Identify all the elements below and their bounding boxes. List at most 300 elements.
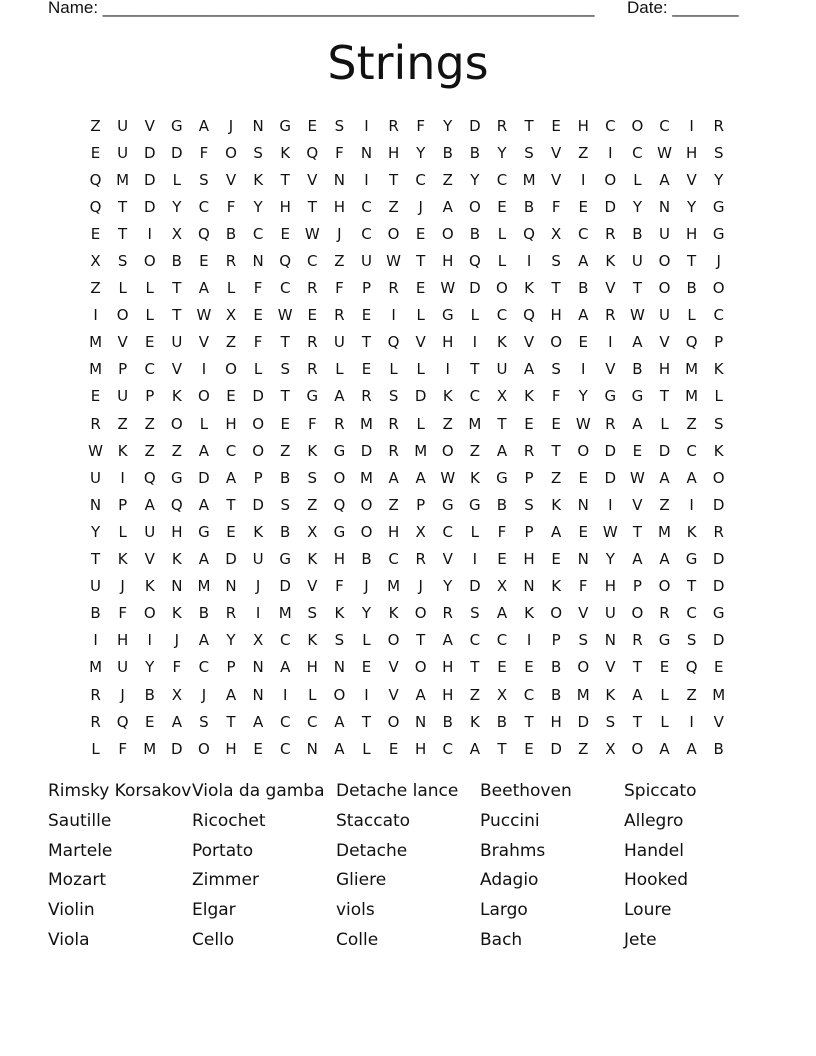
grid-letter[interactable]: E <box>497 197 507 216</box>
grid-letter[interactable]: F <box>118 604 127 623</box>
grid-letter[interactable]: D <box>414 387 427 406</box>
grid-letter[interactable]: V <box>144 116 155 135</box>
grid-letter[interactable]: X <box>605 739 616 758</box>
grid-letter[interactable]: R <box>605 224 616 243</box>
grid-letter[interactable]: P <box>714 333 724 352</box>
grid-letter[interactable]: Z <box>280 441 291 460</box>
grid-letter[interactable]: R <box>90 685 101 704</box>
grid-letter[interactable]: H <box>171 522 183 541</box>
grid-letter[interactable]: I <box>282 685 288 704</box>
grid-letter[interactable]: R <box>388 279 399 298</box>
grid-letter[interactable]: B <box>523 197 535 216</box>
grid-letter[interactable]: N <box>333 658 345 677</box>
grid-letter[interactable]: V <box>659 333 670 352</box>
grid-letter[interactable]: T <box>172 306 182 325</box>
grid-letter[interactable]: T <box>172 279 182 298</box>
grid-letter[interactable]: U <box>631 252 643 271</box>
grid-letter[interactable]: T <box>497 414 507 433</box>
grid-letter[interactable]: K <box>605 252 616 271</box>
grid-letter[interactable]: E <box>199 252 209 271</box>
grid-letter[interactable]: O <box>550 604 563 623</box>
grid-letter[interactable]: G <box>658 631 671 650</box>
grid-letter[interactable]: A <box>496 441 508 460</box>
grid-letter[interactable]: C <box>605 116 616 135</box>
grid-letter[interactable]: U <box>117 387 129 406</box>
grid-letter[interactable]: Z <box>144 414 155 433</box>
grid-letter[interactable]: G <box>469 495 481 514</box>
grid-letter[interactable]: L <box>416 414 425 433</box>
grid-letter[interactable]: A <box>632 550 643 569</box>
grid-letter[interactable]: U <box>171 333 183 352</box>
grid-letter[interactable]: B <box>225 224 237 243</box>
grid-letter[interactable]: T <box>687 577 697 596</box>
grid-letter[interactable]: O <box>468 197 481 216</box>
grid-letter[interactable]: Z <box>578 739 589 758</box>
grid-letter[interactable]: P <box>118 360 128 379</box>
grid-letter[interactable]: A <box>334 712 345 731</box>
grid-letter[interactable]: K <box>713 360 724 379</box>
grid-letter[interactable]: D <box>712 577 725 596</box>
grid-letter[interactable]: Y <box>361 604 372 623</box>
grid-letter[interactable]: D <box>143 197 156 216</box>
grid-letter[interactable]: O <box>252 441 265 460</box>
grid-letter[interactable]: K <box>686 522 697 541</box>
grid-letter[interactable]: O <box>225 143 237 162</box>
grid-letter[interactable]: A <box>659 550 670 569</box>
grid-letter[interactable]: K <box>497 333 507 352</box>
grid-letter[interactable]: S <box>551 360 561 379</box>
grid-letter[interactable]: G <box>631 387 644 406</box>
grid-letter[interactable]: Q <box>279 252 292 271</box>
grid-letter[interactable]: L <box>687 306 696 325</box>
grid-letter[interactable]: N <box>658 197 671 216</box>
grid-letter[interactable]: Y <box>632 197 642 216</box>
grid-letter[interactable]: O <box>577 441 590 460</box>
grid-letter[interactable]: R <box>713 522 724 541</box>
grid-letter[interactable]: C <box>279 739 291 758</box>
grid-letter[interactable]: H <box>333 550 346 569</box>
grid-letter[interactable]: A <box>225 468 237 487</box>
grid-letter[interactable]: L <box>308 685 317 704</box>
grid-letter[interactable]: E <box>253 306 263 325</box>
grid-letter[interactable]: Y <box>90 522 101 541</box>
grid-letter[interactable]: W <box>440 279 456 298</box>
grid-letter[interactable]: U <box>659 306 670 325</box>
grid-letter[interactable]: U <box>90 577 102 596</box>
grid-letter[interactable]: R <box>307 360 318 379</box>
grid-letter[interactable]: A <box>659 739 670 758</box>
grid-letter[interactable]: B <box>550 658 562 677</box>
grid-letter[interactable]: M <box>685 387 699 406</box>
grid-letter[interactable]: G <box>306 387 319 406</box>
grid-letter[interactable]: A <box>198 550 210 569</box>
grid-letter[interactable]: S <box>280 360 290 379</box>
grid-letter[interactable]: F <box>118 739 127 758</box>
grid-letter[interactable]: I <box>608 333 613 352</box>
grid-letter[interactable]: L <box>389 360 398 379</box>
grid-letter[interactable]: O <box>658 252 671 271</box>
grid-letter[interactable]: E <box>226 522 236 541</box>
grid-letter[interactable]: C <box>279 712 291 731</box>
grid-letter[interactable]: E <box>90 387 101 406</box>
grid-letter[interactable]: M <box>116 170 130 189</box>
grid-letter[interactable]: N <box>415 712 427 731</box>
grid-letter[interactable]: K <box>171 604 182 623</box>
grid-letter[interactable]: U <box>604 604 616 623</box>
grid-letter[interactable]: L <box>199 414 209 433</box>
grid-letter[interactable]: C <box>144 360 155 379</box>
grid-letter[interactable]: E <box>659 658 670 677</box>
grid-letter[interactable]: B <box>442 712 453 731</box>
grid-letter[interactable]: K <box>605 685 616 704</box>
grid-letter[interactable]: S <box>524 495 534 514</box>
grid-letter[interactable]: Z <box>442 170 453 189</box>
grid-letter[interactable]: B <box>361 550 372 569</box>
grid-letter[interactable]: H <box>225 414 237 433</box>
grid-letter[interactable]: M <box>685 360 699 379</box>
grid-letter[interactable]: P <box>632 577 642 596</box>
grid-letter[interactable]: K <box>144 577 155 596</box>
grid-letter[interactable]: Y <box>416 143 426 162</box>
grid-letter[interactable]: R <box>659 604 670 623</box>
grid-letter[interactable]: S <box>117 252 128 271</box>
grid-letter[interactable]: Q <box>387 333 400 352</box>
grid-letter[interactable]: E <box>524 658 534 677</box>
grid-letter[interactable]: Z <box>659 495 670 514</box>
grid-letter[interactable]: M <box>387 577 401 596</box>
grid-letter[interactable]: Q <box>143 468 156 487</box>
grid-letter[interactable]: B <box>713 739 724 758</box>
grid-letter[interactable]: I <box>147 631 152 650</box>
grid-letter[interactable]: X <box>496 685 508 704</box>
grid-letter[interactable]: F <box>416 116 425 135</box>
grid-letter[interactable]: R <box>388 116 399 135</box>
grid-letter[interactable]: A <box>334 739 345 758</box>
grid-letter[interactable]: W <box>277 306 293 325</box>
grid-letter[interactable]: D <box>469 116 481 135</box>
grid-letter[interactable]: Y <box>145 658 155 677</box>
grid-letter[interactable]: A <box>578 252 589 271</box>
grid-letter[interactable]: H <box>442 252 454 271</box>
grid-letter[interactable]: C <box>577 224 589 243</box>
grid-letter[interactable]: U <box>117 116 129 135</box>
grid-letter[interactable]: U <box>496 360 508 379</box>
grid-letter[interactable]: Z <box>469 441 480 460</box>
grid-letter[interactable]: B <box>578 279 589 298</box>
grid-letter[interactable]: A <box>415 685 426 704</box>
grid-letter[interactable]: F <box>335 143 344 162</box>
grid-letter[interactable]: U <box>659 224 670 243</box>
grid-letter[interactable]: I <box>472 333 478 352</box>
grid-letter[interactable]: O <box>252 414 265 433</box>
grid-letter[interactable]: H <box>442 333 454 352</box>
grid-letter[interactable]: L <box>416 306 425 325</box>
grid-letter[interactable]: I <box>526 631 532 650</box>
grid-letter[interactable]: B <box>442 143 453 162</box>
grid-letter[interactable]: S <box>199 170 209 189</box>
grid-letter[interactable]: S <box>686 631 697 650</box>
grid-letter[interactable]: F <box>253 333 263 352</box>
grid-letter[interactable]: L <box>660 685 669 704</box>
grid-letter[interactable]: O <box>712 279 725 298</box>
grid-letter[interactable]: A <box>198 116 210 135</box>
grid-letter[interactable]: D <box>143 143 156 162</box>
grid-letter[interactable]: A <box>551 522 562 541</box>
grid-letter[interactable]: M <box>414 441 428 460</box>
grid-letter[interactable]: E <box>551 414 561 433</box>
grid-letter[interactable]: V <box>198 333 210 352</box>
grid-letter[interactable]: J <box>337 224 342 243</box>
grid-letter[interactable]: K <box>469 712 480 731</box>
grid-letter[interactable]: P <box>416 495 426 514</box>
grid-letter[interactable]: A <box>469 739 480 758</box>
grid-letter[interactable]: G <box>279 116 292 135</box>
grid-letter[interactable]: D <box>469 279 481 298</box>
grid-letter[interactable]: T <box>632 658 642 677</box>
grid-letter[interactable]: Z <box>686 414 697 433</box>
grid-letter[interactable]: F <box>172 658 182 677</box>
grid-letter[interactable]: V <box>605 360 616 379</box>
grid-letter[interactable]: A <box>171 712 182 731</box>
grid-letter[interactable]: N <box>225 577 237 596</box>
name-field[interactable]: Name: ____________________________________________________ <box>48 0 595 17</box>
grid-letter[interactable]: B <box>469 224 480 243</box>
grid-letter[interactable]: O <box>441 224 454 243</box>
grid-letter[interactable]: Z <box>90 116 101 135</box>
grid-letter[interactable]: B <box>632 224 643 243</box>
grid-letter[interactable]: A <box>198 495 210 514</box>
grid-letter[interactable]: D <box>658 441 671 460</box>
grid-letter[interactable]: T <box>226 495 236 514</box>
grid-letter[interactable]: V <box>523 333 535 352</box>
grid-letter[interactable]: L <box>497 252 507 271</box>
grid-letter[interactable]: X <box>171 224 182 243</box>
grid-letter[interactable]: C <box>469 631 481 650</box>
grid-letter[interactable]: I <box>255 604 261 623</box>
grid-letter[interactable]: Q <box>306 143 319 162</box>
grid-letter[interactable]: F <box>551 197 561 216</box>
grid-letter[interactable]: J <box>255 577 261 596</box>
grid-letter[interactable]: J <box>120 685 125 704</box>
grid-letter[interactable]: D <box>279 577 291 596</box>
grid-letter[interactable]: J <box>418 577 423 596</box>
grid-letter[interactable]: E <box>415 224 426 243</box>
grid-letter[interactable]: D <box>171 739 183 758</box>
grid-letter[interactable]: N <box>252 116 264 135</box>
grid-letter[interactable]: O <box>170 414 183 433</box>
grid-letter[interactable]: L <box>714 387 723 406</box>
grid-letter[interactable]: B <box>496 495 508 514</box>
grid-letter[interactable]: T <box>307 197 317 216</box>
grid-letter[interactable]: B <box>632 360 643 379</box>
grid-letter[interactable]: W <box>88 441 103 460</box>
grid-letter[interactable]: O <box>604 170 617 189</box>
grid-letter[interactable]: Z <box>469 685 480 704</box>
grid-letter[interactable]: E <box>90 224 101 243</box>
grid-letter[interactable]: W <box>657 143 672 162</box>
grid-letter[interactable]: Q <box>685 658 698 677</box>
grid-letter[interactable]: A <box>198 631 210 650</box>
grid-letter[interactable]: V <box>307 170 318 189</box>
grid-letter[interactable]: R <box>605 414 616 433</box>
grid-letter[interactable]: R <box>334 414 345 433</box>
grid-letter[interactable]: R <box>442 604 453 623</box>
grid-letter[interactable]: I <box>608 143 613 162</box>
grid-letter[interactable]: R <box>90 414 101 433</box>
grid-letter[interactable]: O <box>333 685 346 704</box>
grid-letter[interactable]: O <box>360 495 373 514</box>
grid-letter[interactable]: O <box>631 739 644 758</box>
grid-letter[interactable]: O <box>414 604 427 623</box>
grid-letter[interactable]: V <box>442 550 453 569</box>
grid-letter[interactable]: O <box>387 712 400 731</box>
grid-letter[interactable]: C <box>442 739 453 758</box>
grid-letter[interactable]: T <box>416 252 426 271</box>
grid-letter[interactable]: T <box>632 522 642 541</box>
grid-letter[interactable]: E <box>361 658 372 677</box>
grid-letter[interactable]: S <box>605 712 616 731</box>
grid-letter[interactable]: C <box>442 522 453 541</box>
grid-letter[interactable]: W <box>575 414 591 433</box>
grid-letter[interactable]: C <box>496 170 508 189</box>
grid-letter[interactable]: M <box>522 170 536 189</box>
grid-letter[interactable]: K <box>117 441 128 460</box>
grid-letter[interactable]: J <box>364 577 369 596</box>
grid-letter[interactable]: Q <box>89 170 102 189</box>
grid-letter[interactable]: D <box>604 197 617 216</box>
grid-letter[interactable]: M <box>197 577 211 596</box>
grid-letter[interactable]: T <box>90 550 101 569</box>
grid-letter[interactable]: G <box>333 522 346 541</box>
grid-letter[interactable]: D <box>577 712 590 731</box>
grid-letter[interactable]: E <box>415 279 426 298</box>
grid-letter[interactable]: G <box>333 441 346 460</box>
grid-letter[interactable]: O <box>414 658 427 677</box>
grid-letter[interactable]: X <box>225 306 237 325</box>
grid-letter[interactable]: G <box>441 495 454 514</box>
grid-letter[interactable]: S <box>578 631 588 650</box>
grid-letter[interactable]: R <box>523 441 535 460</box>
grid-letter[interactable]: Q <box>523 306 535 325</box>
grid-letter[interactable]: P <box>551 631 561 650</box>
grid-letter[interactable]: X <box>307 522 318 541</box>
grid-letter[interactable]: A <box>280 658 291 677</box>
grid-letter[interactable]: S <box>713 143 724 162</box>
grid-letter[interactable]: T <box>687 252 697 271</box>
grid-letter[interactable]: S <box>713 414 724 433</box>
grid-letter[interactable]: H <box>415 739 427 758</box>
grid-letter[interactable]: I <box>391 306 396 325</box>
grid-letter[interactable]: C <box>496 631 508 650</box>
grid-letter[interactable]: O <box>712 468 725 487</box>
grid-letter[interactable]: E <box>632 441 643 460</box>
grid-letter[interactable]: S <box>253 143 263 162</box>
grid-letter[interactable]: N <box>360 143 373 162</box>
grid-letter[interactable]: C <box>361 224 372 243</box>
grid-letter[interactable]: M <box>576 685 590 704</box>
grid-letter[interactable]: C <box>388 550 399 569</box>
grid-letter[interactable]: R <box>225 604 237 623</box>
grid-letter[interactable]: Y <box>578 387 588 406</box>
grid-letter[interactable]: V <box>225 170 237 189</box>
grid-letter[interactable]: N <box>577 550 589 569</box>
grid-letter[interactable]: E <box>551 550 561 569</box>
grid-letter[interactable]: K <box>551 495 562 514</box>
grid-letter[interactable]: T <box>524 712 534 731</box>
grid-letter[interactable]: T <box>524 116 534 135</box>
grid-letter[interactable]: R <box>307 333 318 352</box>
grid-letter[interactable]: L <box>660 414 669 433</box>
grid-letter[interactable]: D <box>712 631 725 650</box>
grid-letter[interactable]: K <box>171 550 182 569</box>
grid-letter[interactable]: W <box>196 306 212 325</box>
grid-letter[interactable]: V <box>117 333 128 352</box>
grid-letter[interactable]: G <box>441 306 454 325</box>
grid-letter[interactable]: E <box>524 739 534 758</box>
grid-letter[interactable]: A <box>686 468 697 487</box>
grid-letter[interactable]: S <box>551 252 561 271</box>
grid-letter[interactable]: F <box>578 577 588 596</box>
grid-letter[interactable]: Q <box>523 224 535 243</box>
grid-letter[interactable]: T <box>632 712 642 731</box>
grid-letter[interactable]: P <box>253 468 263 487</box>
grid-letter[interactable]: H <box>523 550 535 569</box>
grid-letter[interactable]: Z <box>388 197 399 216</box>
grid-letter[interactable]: I <box>445 360 450 379</box>
grid-letter[interactable]: V <box>713 712 724 731</box>
grid-letter[interactable]: P <box>118 495 128 514</box>
grid-letter[interactable]: Y <box>497 143 507 162</box>
grid-letter[interactable]: I <box>93 306 98 325</box>
grid-letter[interactable]: E <box>280 224 290 243</box>
grid-letter[interactable]: I <box>689 495 694 514</box>
grid-letter[interactable]: M <box>278 604 292 623</box>
grid-letter[interactable]: D <box>360 441 373 460</box>
grid-letter[interactable]: B <box>198 604 210 623</box>
grid-letter[interactable]: Z <box>551 468 562 487</box>
grid-letter[interactable]: R <box>713 116 724 135</box>
grid-letter[interactable]: A <box>388 468 399 487</box>
grid-letter[interactable]: I <box>120 468 125 487</box>
grid-letter[interactable]: H <box>306 658 318 677</box>
grid-letter[interactable]: Z <box>578 143 589 162</box>
grid-letter[interactable]: Z <box>686 685 697 704</box>
grid-letter[interactable]: L <box>335 360 344 379</box>
grid-letter[interactable]: E <box>578 197 588 216</box>
grid-letter[interactable]: R <box>361 387 372 406</box>
grid-letter[interactable]: Q <box>116 712 129 731</box>
grid-letter[interactable]: P <box>524 522 534 541</box>
grid-letter[interactable]: K <box>388 604 399 623</box>
grid-letter[interactable]: U <box>333 333 345 352</box>
grid-letter[interactable]: C <box>632 143 643 162</box>
grid-letter[interactable]: H <box>333 197 346 216</box>
date-field[interactable]: Date: _______ <box>627 0 739 17</box>
grid-letter[interactable]: D <box>252 387 264 406</box>
grid-letter[interactable]: Q <box>89 197 102 216</box>
grid-letter[interactable]: C <box>496 306 508 325</box>
grid-letter[interactable]: E <box>144 333 155 352</box>
grid-letter[interactable]: E <box>578 468 588 487</box>
grid-letter[interactable]: C <box>307 712 318 731</box>
grid-letter[interactable]: O <box>631 116 644 135</box>
grid-letter[interactable]: S <box>524 143 534 162</box>
grid-letter[interactable]: T <box>551 441 561 460</box>
grid-letter[interactable]: E <box>578 333 588 352</box>
grid-letter[interactable]: V <box>605 658 616 677</box>
grid-letter[interactable]: E <box>497 658 507 677</box>
grid-letter[interactable]: O <box>198 387 210 406</box>
